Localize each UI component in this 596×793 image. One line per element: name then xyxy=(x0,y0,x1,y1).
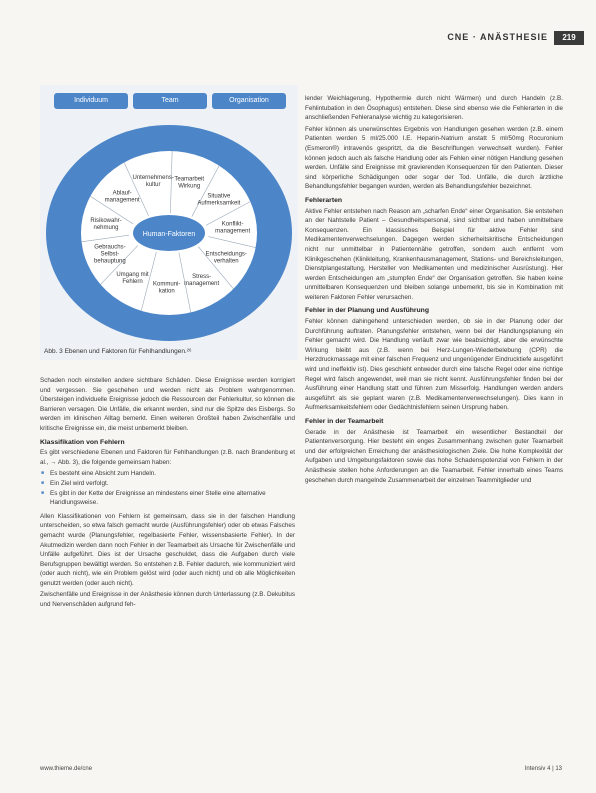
page-number: 219 xyxy=(554,31,584,45)
heading-planung: Fehler in der Planung und Ausführung xyxy=(305,307,429,315)
left-paragraph-4: Zwischenfälle und Ereignisse in der Anästhesie können durch Unterlassung (z.B. Dekubitus und Nervenschäden aufgrund feh- xyxy=(40,591,295,609)
center-label: Human-Faktoren xyxy=(142,231,196,238)
heading-teamarbeit: Fehler in der Teamarbeit xyxy=(305,418,384,425)
heading-fehlerarten: Fehlerarten xyxy=(305,196,343,204)
factor-label: Ablauf-management xyxy=(104,190,140,204)
right-paragraph-1: lender Weichlagerung, Hypothermie durch nicht Wärmen) und durch Handeln (z.B. Fehlintubation in den Ösophagus) entstehen. Diese sind ebenso wie die Fehlerarten in die anschließenden Fehleranalyse wichtig zu kategorisieren. xyxy=(305,95,563,122)
page-header xyxy=(0,32,596,48)
right-paragraph-4: Fehler können dahingehend unterschieden werden, ob sie in der Planung oder der Durchführung auftraten. Planungsfehler entstehen, wenn bei der Handlungsplanung ein Fehler gemacht wird. Die Handlung verläuft zwar wie beabsichtigt, aber die erwünschte Wirkung bleibt aus (z.B. wenn bei Herz-Lungen-Wiederbelebung (CPR) die Herzdruckmassage mit einer falschen Frequenz und ungenügender Eindrucktiefe ausgeführt wird und ineffektiv ist). Dies geschieht entweder durch eine falsche Regel oder eine richtige Regel wird falsch angewendet, weil man sie nicht kennt. Ausführungsfehler finden bei der Ausführung einer Handlung statt und führen zum Misserfolg. Handlungen werden anders ausgeführt als sie geplant waren (z.B. Medikamentenverwechselungen). Dies kann in Aufmerksamkeitsfehlern oder Gedächtnisfehlern seinen Ursprung haben. xyxy=(305,318,563,412)
right-paragraph-5: Gerade in der Anästhesie ist Teamarbeit ein wesentlicher Bestandteil der Patientenversorgung. Hier besteht ein enges Zusammenhang zwischen guter Teamarbeit und der erfolgreichen Erreichung der anästhesiologischen Ziele. Die hohe Komplexität der Aufgaben und Umgebungsfaktoren sowie das hohe Schadenspotenzial von Fehlern in der Anästhesie stellen hohe Anforderungen an die Teamarbeit. Fehler innerhalb eines Teams geschehen durch mangelnde Zusammenarbeit der einzelnen Teammitglieder und xyxy=(305,428,563,484)
factor-label: Unternehmens-kultur xyxy=(132,175,174,189)
right-column xyxy=(305,94,563,487)
bullet-list xyxy=(40,469,295,507)
factor-label: Konflikt-management xyxy=(215,221,251,235)
left-paragraph-3: Allen Klassifikationen von Fehlern ist gemeinsam, dass sie in der falschen Handlung unterscheiden, so etwa falsch gemacht wurde (Ausführungsfehler) oder ob etwas Falsches gemacht wurde (Planungsfehler, regelbasierte Fehler, wissensbasierte Fehler). In der Akutmedizin werden dann noch Fehler in der Teamarbeit als Ursache für Zwischenfälle und Unfälle aufgeführt. Dies ist der Ursache geschuldet, dass die Aufgaben durch viele Berufsgruppen bewältigt werden. So entstehen z.B. Fehler dadurch, wie kommuniziert wird (oder auch nicht), wie ein Problem gelöst wird (oder auch nicht) und ob alle Möglichkeiten genutzt werden (oder auch nicht). xyxy=(40,512,295,587)
level-team: Team xyxy=(133,93,207,109)
footer-url: www.thieme.de/cne xyxy=(40,766,93,772)
level-organisation: Organisation xyxy=(212,93,286,109)
list-item: ■ Ein Ziel wird verfolgt. xyxy=(50,479,295,489)
factor-label: Stress-management xyxy=(184,273,220,287)
footer-issue: Intensiv 4 | 13 xyxy=(524,766,562,772)
factor-label: Risikowahr-nehmung xyxy=(90,217,122,231)
left-paragraph-1: Schaden noch einstellen andere sichtbare Schäden. Diese Ereignisse werden korrigiert und vergessen. Sie geschehen und werden nicht als Problem wahrgenommen. Übersteigen individuelle Ereignisse jedoch die Ressourcen der Fehlerkultur, so können die Barrieren versagen. Die Unfälle, die erkannt werden, sind nur die Spitze des Eisbergs. So werden im klinischen Alltag bemerkt. Einen weiteren Großteil haben Zwischenfälle und kritische Ereignisse ein, die meist unbemerkt bleiben. xyxy=(40,377,295,432)
factor-label: Gebrauchs-Selbst-behauptung xyxy=(94,244,126,265)
factor-label: Umgang mit Fehlern xyxy=(116,271,149,285)
heading-klassifikation: Klassifikation von Fehlern xyxy=(40,438,125,446)
figure-caption: Abb. 3 Ebenen und Faktoren für Fehlhandlungen.²⁶ xyxy=(44,348,192,355)
factor-label: Situative Aufmerksamkeit xyxy=(197,193,241,207)
level-individuum: Individuum xyxy=(54,93,128,109)
left-column xyxy=(40,376,295,612)
right-paragraph-3: Aktive Fehler entstehen nach Reason am „scharfen Ende“ einer Organisation. Sie entstehen an der Nahtstelle Patient – Gesundheitspersonal, sind sichtbar und haben unmittelbare Konsequenzen. Ein klassisches Beispiel für aktive Fehler sind Medikamentenverwechselungen. Dagegen werden sicherheitskritische Entscheidungen nicht nur unmittelbar in Patientennähe getroffen, sondern auch entfernt vom Klinikgeschehen (Klinikleitung, Krankenhausmanagement, Stations- und Bereichsleitungen, Dienstplangestaltung, Hersteller von Medikamenten und medizinischer Ausrüstung). Hier werden Entscheidungen am „stumpfen Ende“ der Organisation getroffen. Sie haben keine unmittelbaren Konsequenzen und bleiben solange unbemerkt, bis sie in Kombination mit weiteren Faktoren Fehler verursachen. xyxy=(305,207,563,301)
list-item: ■ Es gibt in der Kette der Ereignisse an mindestens einer Stelle eine alternative Handlungsweise. xyxy=(50,489,295,508)
factor-ring xyxy=(40,85,298,360)
factor-label: Teamarbeit Wirkung xyxy=(174,176,205,190)
left-paragraph-2: Es gibt verschiedene Ebenen und Faktoren für Fehlhandlungen (z.B. nach Brandenburg et al., → Abb. 3), die folgende gemeinsam haben: xyxy=(40,449,295,466)
section-title: CNE · ANÄSTHESIE xyxy=(447,32,548,42)
factor-label: Kommuni-kation xyxy=(153,281,181,295)
right-paragraph-2: Fehler können als unerwünschtes Ergebnis von Handlungen gesehen werden (z.B. einem Patienten werden 5 ml/25.000 I.E. Heparin-Natrium anstatt 5 ml/50mg Rocuronium (Esmeron®) intravenös gespritzt, da die Beschriftungen verwechselt wurden). Fehler können jedoch auch als falsche Handlung oder als Fehlen einer nötigen Handlung gesehen werden. Unfälle sind Ereignisse mit gravierenden Konsequenzen für den Patienten. Dieser sind körperliche Schädigungen oder sogar der Tod. Unfälle, die durch ärztliche Behandlungsfehler begangen wurden, werden als Behandlungsfehler bezeichnet. xyxy=(305,125,563,191)
factor-label: Entscheidungs-verhalten xyxy=(205,251,247,265)
list-item: ■ Es besteht eine Absicht zum Handeln. xyxy=(50,469,295,479)
figure-human-factors xyxy=(40,85,298,360)
